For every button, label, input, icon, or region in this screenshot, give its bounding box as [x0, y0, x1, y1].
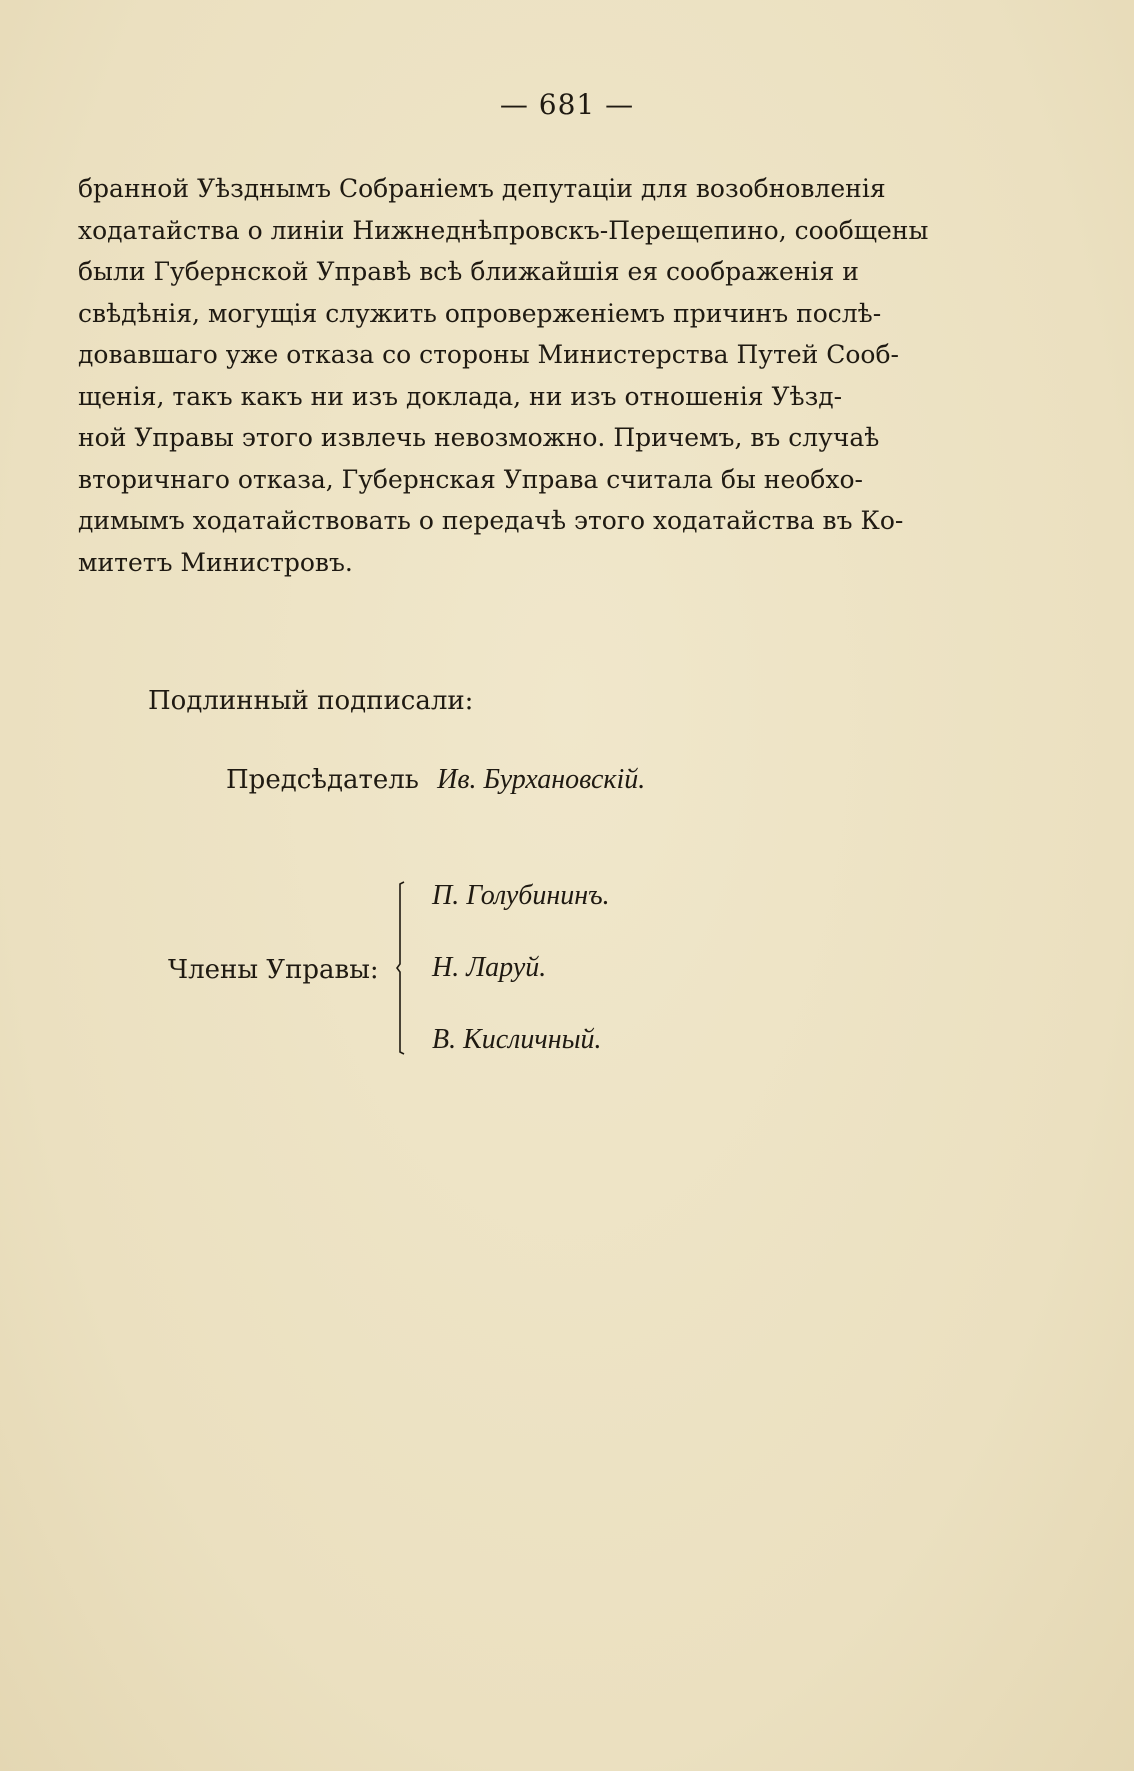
member-name: Н. Ларуй.: [432, 952, 547, 983]
members-brace-icon: [396, 880, 406, 1056]
body-line: щенія, такъ какъ ни изъ доклада, ни изъ отношенія Уѣзд-: [78, 381, 843, 411]
body-line: были Губернской Управѣ всѣ ближайшія ея соображенія и: [78, 257, 859, 286]
body-line: митетъ Министровъ.: [78, 547, 353, 577]
body-line: вторичнаго отказа, Губернская Управа считала бы необхо-: [78, 464, 863, 494]
chairman-signature: [226, 764, 645, 796]
body-line: димымъ ходатайствовать о передачѣ этого ходатайства въ Ко-: [78, 506, 904, 535]
chairman-title: Предсѣдатель: [226, 765, 419, 795]
body-line: ной Управы этого извлечь невозможно. Причемъ, въ случаѣ: [78, 423, 880, 452]
body-paragraph: [78, 168, 930, 583]
body-line: довавшаго уже отказа со стороны Министерства Путей Сооб-: [78, 340, 899, 369]
signed-label: Подлинный подписали:: [148, 686, 474, 716]
body-line: бранной Уѣзднымъ Собраніемъ депутаціи для возобновленія: [78, 174, 886, 203]
member-name: П. Голубининъ.: [432, 880, 610, 911]
chairman-name: Ив. Бурхановскій.: [437, 764, 646, 795]
page-number: — 681 —: [499, 88, 635, 121]
members-label: Члены Управы:: [168, 955, 379, 985]
body-line: ходатайства о линіи Нижнеднѣпровскъ-Перещепино, сообщены: [78, 215, 929, 245]
member-name: В. Кисличный.: [432, 1024, 602, 1055]
body-line: свѣдѣнія, могущія служить опроверженіемъ причинъ послѣ-: [78, 298, 882, 328]
